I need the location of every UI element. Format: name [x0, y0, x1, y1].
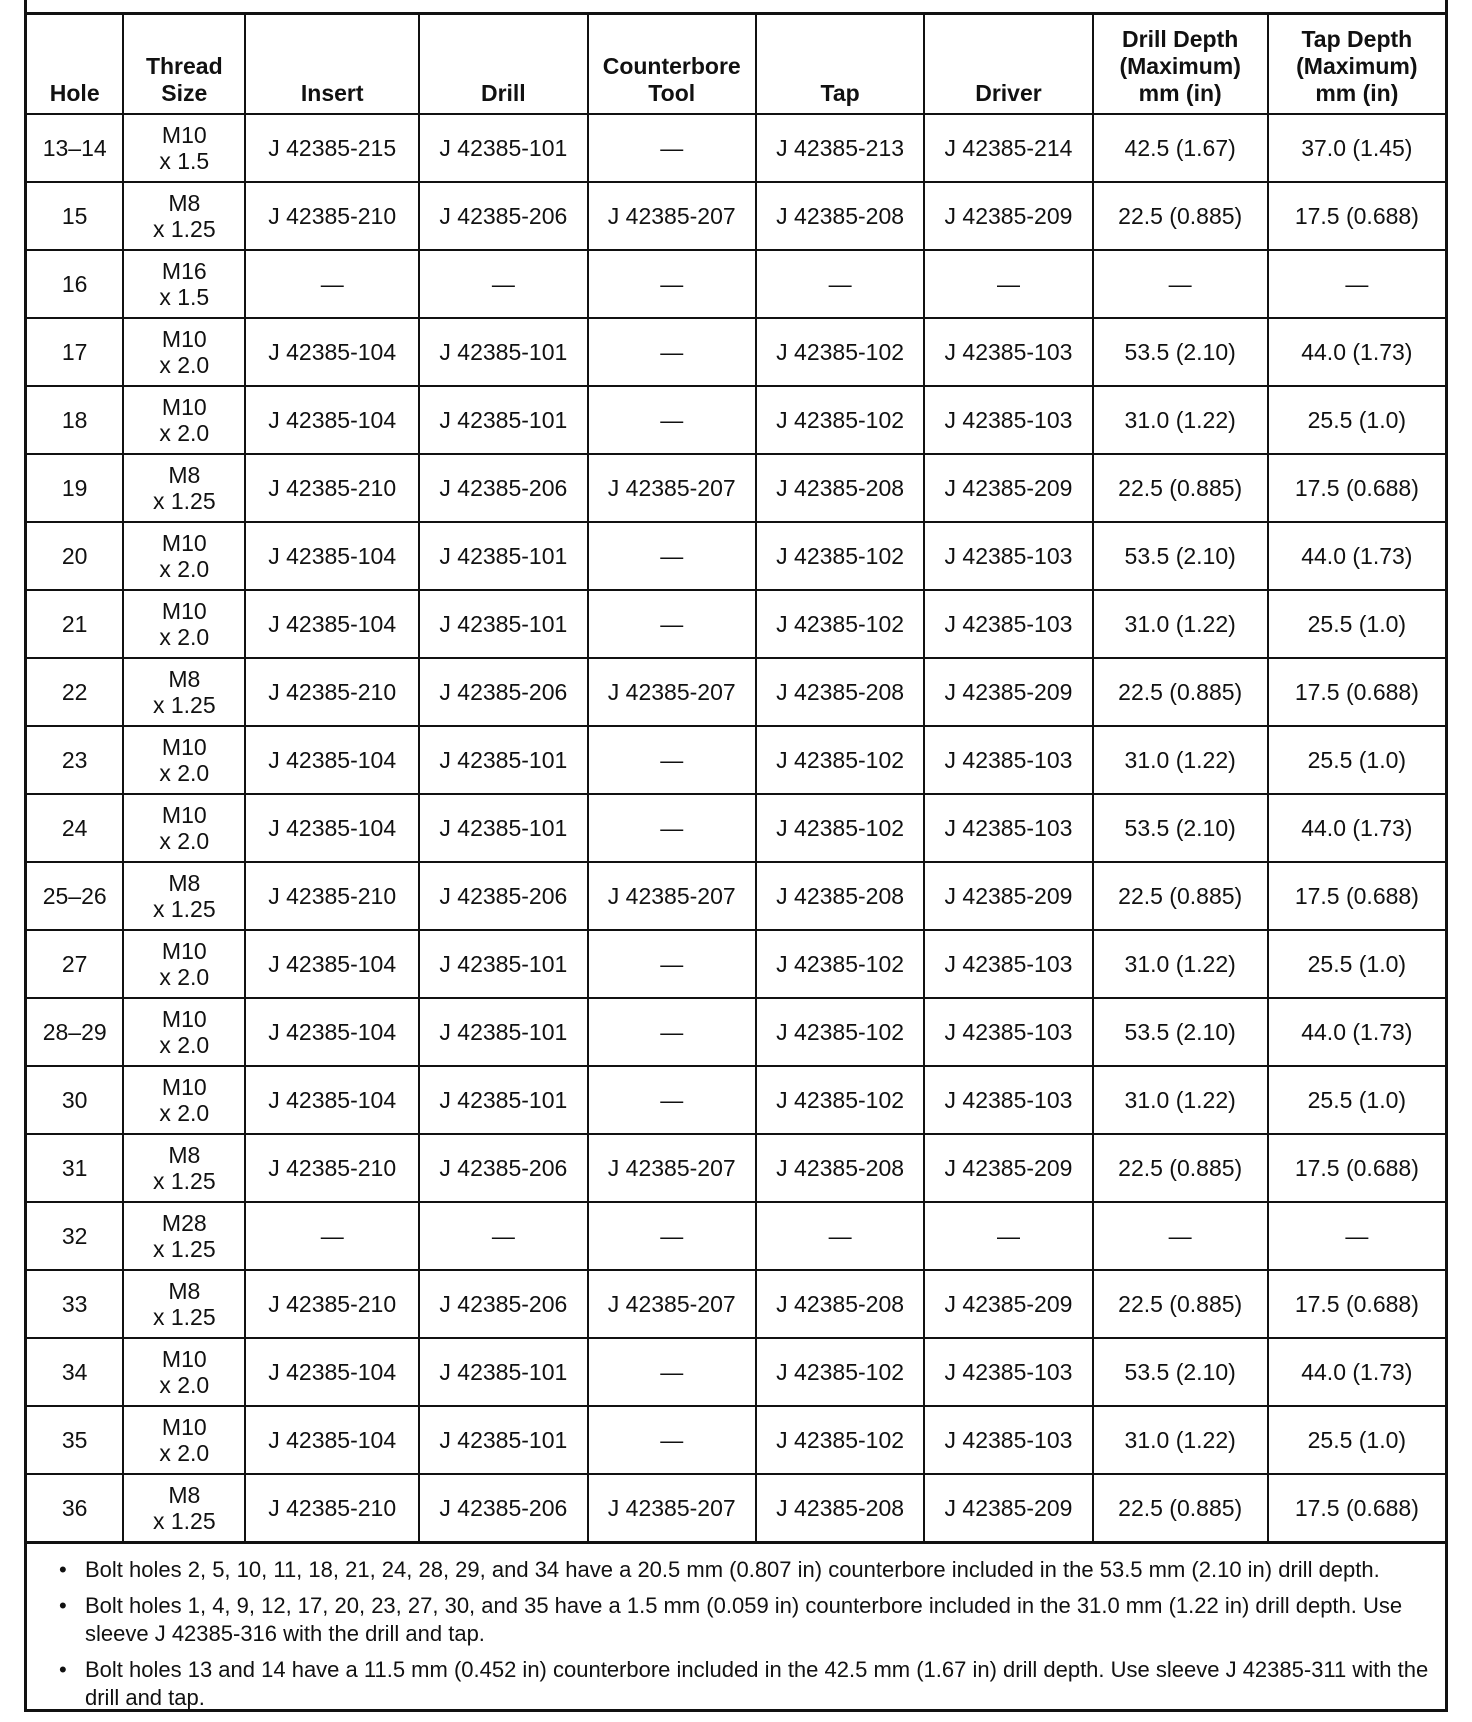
column-header-line: Size: [161, 80, 208, 106]
cell-counterbore: —: [588, 1338, 756, 1406]
cell-tap: J 42385-208: [756, 454, 924, 522]
cell-driver: —: [924, 250, 1092, 318]
cell-drill: J 42385-206: [419, 862, 587, 930]
thread-size-line: M10: [161, 326, 207, 352]
cell-drill-depth: —: [1093, 1202, 1268, 1270]
cell-tap: J 42385-102: [756, 794, 924, 862]
cell-drill-depth: 42.5 (1.67): [1093, 114, 1268, 182]
thread-size-line: M8: [168, 1278, 201, 1304]
table-row: [27, 318, 1445, 386]
cell-drill-depth: —: [1093, 250, 1268, 318]
cell-insert: J 42385-104: [245, 726, 419, 794]
thread-size-line: M10: [161, 1414, 207, 1440]
cell-thread: [123, 658, 245, 726]
thread-size-line: M8: [168, 190, 201, 216]
thread-size-line: M10: [161, 938, 207, 964]
cell-tap: J 42385-208: [756, 658, 924, 726]
cell-hole: 17: [27, 318, 123, 386]
cell-driver: J 42385-103: [924, 1066, 1092, 1134]
table-header-row: [27, 14, 1445, 115]
thread-size-line: M28: [161, 1210, 207, 1236]
cell-thread: [123, 454, 245, 522]
cell-hole: 32: [27, 1202, 123, 1270]
column-header-line: mm (in): [1315, 80, 1399, 106]
cell-driver: J 42385-209: [924, 1270, 1092, 1338]
footnote-text: Bolt holes 2, 5, 10, 11, 18, 21, 24, 28, 29, and 34 have a 20.5 mm (0.807 in) counterbore included in the 53.5 mm (2.10 in) drill depth.: [85, 1557, 1380, 1582]
cell-tap: J 42385-208: [756, 1270, 924, 1338]
cell-tap-depth: 17.5 (0.688): [1268, 1474, 1445, 1543]
cell-driver: J 42385-103: [924, 590, 1092, 658]
cell-drill: J 42385-206: [419, 1270, 587, 1338]
column-header-line: Counterbore: [602, 53, 741, 79]
cell-counterbore: —: [588, 794, 756, 862]
cell-insert: J 42385-210: [245, 1134, 419, 1202]
cell-drill: J 42385-206: [419, 182, 587, 250]
cell-hole: 31: [27, 1134, 123, 1202]
cell-driver: J 42385-209: [924, 658, 1092, 726]
cell-drill: J 42385-101: [419, 386, 587, 454]
cell-tap-depth: 25.5 (1.0): [1268, 1406, 1445, 1474]
cell-drill-depth: 31.0 (1.22): [1093, 386, 1268, 454]
cell-thread: [123, 522, 245, 590]
cell-thread: [123, 998, 245, 1066]
cell-drill-depth: 53.5 (2.10): [1093, 1338, 1268, 1406]
column-header-line: (Maximum): [1296, 53, 1418, 79]
cell-tap-depth: 17.5 (0.688): [1268, 1134, 1445, 1202]
cell-tap-depth: 25.5 (1.0): [1268, 386, 1445, 454]
cell-drill-depth: 53.5 (2.10): [1093, 318, 1268, 386]
thread-size-line: x 2.0: [159, 420, 210, 446]
cell-driver: J 42385-103: [924, 318, 1092, 386]
cell-insert: —: [245, 250, 419, 318]
cell-hole: 20: [27, 522, 123, 590]
cell-driver: J 42385-103: [924, 1338, 1092, 1406]
cell-drill-depth: 53.5 (2.10): [1093, 794, 1268, 862]
cell-drill: J 42385-101: [419, 1406, 587, 1474]
table-row: [27, 1270, 1445, 1338]
cell-drill: J 42385-101: [419, 318, 587, 386]
cell-thread: [123, 250, 245, 318]
thread-size-line: x 1.5: [159, 148, 210, 174]
cell-driver: J 42385-103: [924, 930, 1092, 998]
cell-counterbore: —: [588, 590, 756, 658]
cell-drill: J 42385-101: [419, 794, 587, 862]
cell-hole: 23: [27, 726, 123, 794]
cell-tap: J 42385-102: [756, 590, 924, 658]
cell-counterbore: J 42385-207: [588, 862, 756, 930]
cell-thread: [123, 794, 245, 862]
cell-driver: J 42385-103: [924, 794, 1092, 862]
table-row: [27, 1134, 1445, 1202]
cell-thread: [123, 386, 245, 454]
table-row: [27, 930, 1445, 998]
cell-counterbore: J 42385-207: [588, 1134, 756, 1202]
cell-insert: J 42385-210: [245, 1474, 419, 1543]
footnote-text: Bolt holes 13 and 14 have a 11.5 mm (0.452 in) counterbore included in the 42.5 mm (1.67 in) drill depth. Use sleeve J 42385-311 with the drill and tap.: [85, 1657, 1429, 1710]
column-header-hole: [27, 14, 123, 115]
thread-size-line: x 2.0: [159, 556, 210, 582]
column-header-line: Thread: [145, 53, 223, 79]
table-row: [27, 522, 1445, 590]
cell-tap: J 42385-208: [756, 182, 924, 250]
cell-drill: —: [419, 250, 587, 318]
cell-drill: J 42385-101: [419, 1066, 587, 1134]
table-row: [27, 386, 1445, 454]
cell-thread: [123, 726, 245, 794]
cell-insert: J 42385-210: [245, 182, 419, 250]
table-row: [27, 658, 1445, 726]
cell-drill-depth: 31.0 (1.22): [1093, 1066, 1268, 1134]
table-row: [27, 454, 1445, 522]
cell-tap-depth: 17.5 (0.688): [1268, 658, 1445, 726]
table-row: [27, 590, 1445, 658]
column-header-driver: [924, 14, 1092, 115]
cell-insert: J 42385-210: [245, 658, 419, 726]
cell-drill: J 42385-101: [419, 522, 587, 590]
footnote-text: Bolt holes 1, 4, 9, 12, 17, 20, 23, 27, 30, and 35 have a 1.5 mm (0.059 in) counterbore included in the 31.0 mm (1.22 in) drill depth. Use sleeve J 42385-316 with the drill and tap.: [85, 1593, 1403, 1646]
cell-thread: [123, 1066, 245, 1134]
cell-insert: J 42385-104: [245, 590, 419, 658]
cell-counterbore: —: [588, 114, 756, 182]
cell-drill: J 42385-101: [419, 726, 587, 794]
cell-thread: [123, 1406, 245, 1474]
cell-counterbore: —: [588, 522, 756, 590]
cell-driver: J 42385-209: [924, 862, 1092, 930]
table-row: [27, 862, 1445, 930]
cell-hole: 19: [27, 454, 123, 522]
cell-counterbore: J 42385-207: [588, 658, 756, 726]
cell-counterbore: —: [588, 318, 756, 386]
cell-tap-depth: 25.5 (1.0): [1268, 726, 1445, 794]
thread-size-line: x 2.0: [159, 964, 210, 990]
cell-counterbore: —: [588, 930, 756, 998]
cell-tap-depth: 17.5 (0.688): [1268, 454, 1445, 522]
thread-size-line: x 1.5: [159, 284, 210, 310]
cell-drill: J 42385-101: [419, 998, 587, 1066]
cell-hole: 33: [27, 1270, 123, 1338]
cell-tap-depth: —: [1268, 250, 1445, 318]
cell-driver: J 42385-214: [924, 114, 1092, 182]
table-row: [27, 250, 1445, 318]
cell-insert: J 42385-104: [245, 522, 419, 590]
cell-tap-depth: 44.0 (1.73): [1268, 1338, 1445, 1406]
column-header-line: Tap Depth: [1301, 26, 1413, 52]
thread-size-line: x 2.0: [159, 1440, 210, 1466]
cell-hole: 22: [27, 658, 123, 726]
thread-size-line: M10: [161, 598, 207, 624]
cell-hole: 21: [27, 590, 123, 658]
thread-size-line: M10: [161, 802, 207, 828]
footnotes: [27, 1544, 1445, 1712]
cell-thread: [123, 1202, 245, 1270]
cell-drill-depth: 22.5 (0.885): [1093, 862, 1268, 930]
column-header-counterbore: [588, 14, 756, 115]
cell-counterbore: J 42385-207: [588, 1270, 756, 1338]
column-header-drill-depth: [1093, 14, 1268, 115]
table-row: [27, 1066, 1445, 1134]
cell-thread: [123, 1338, 245, 1406]
cell-tap-depth: 25.5 (1.0): [1268, 1066, 1445, 1134]
cell-hole: 36: [27, 1474, 123, 1543]
column-header-insert: [245, 14, 419, 115]
thread-size-line: x 1.25: [152, 1508, 216, 1534]
cell-tap: J 42385-208: [756, 862, 924, 930]
table-row: [27, 794, 1445, 862]
cell-insert: J 42385-104: [245, 1066, 419, 1134]
cell-tap: J 42385-102: [756, 318, 924, 386]
cell-driver: J 42385-209: [924, 1474, 1092, 1543]
column-header-tap-depth: [1268, 14, 1445, 115]
cell-tap-depth: 44.0 (1.73): [1268, 522, 1445, 590]
cell-insert: J 42385-215: [245, 114, 419, 182]
thread-size-line: M8: [168, 1142, 201, 1168]
cell-hole: 28–29: [27, 998, 123, 1066]
cell-tap-depth: 25.5 (1.0): [1268, 930, 1445, 998]
thread-size-line: M10: [161, 530, 207, 556]
cell-driver: —: [924, 1202, 1092, 1270]
cell-insert: J 42385-104: [245, 386, 419, 454]
column-header-line: Tap: [820, 80, 860, 106]
cell-hole: 24: [27, 794, 123, 862]
cell-tap-depth: 17.5 (0.688): [1268, 1270, 1445, 1338]
thread-size-line: M10: [161, 1074, 207, 1100]
footnote-item: [59, 1556, 1431, 1584]
cell-tap-depth: 17.5 (0.688): [1268, 862, 1445, 930]
cell-insert: J 42385-104: [245, 1406, 419, 1474]
tool-specification-table: [27, 12, 1445, 1544]
thread-size-line: x 2.0: [159, 624, 210, 650]
cell-drill-depth: 22.5 (0.885): [1093, 1270, 1268, 1338]
cell-drill: J 42385-101: [419, 930, 587, 998]
column-header-tap: [756, 14, 924, 115]
cell-tap-depth: —: [1268, 1202, 1445, 1270]
bullet-icon: •: [59, 1557, 67, 1582]
cell-driver: J 42385-103: [924, 726, 1092, 794]
thread-size-line: x 1.25: [152, 216, 216, 242]
table-body: [27, 114, 1445, 1543]
cell-drill: J 42385-206: [419, 1134, 587, 1202]
cell-counterbore: —: [588, 386, 756, 454]
thread-size-line: x 1.25: [152, 896, 216, 922]
thread-size-line: x 2.0: [159, 1372, 210, 1398]
footnote-item: [59, 1592, 1431, 1648]
column-header-line: (Maximum): [1119, 53, 1241, 79]
thread-size-line: x 1.25: [152, 1304, 216, 1330]
thread-size-line: M16: [161, 258, 207, 284]
cell-hole: 15: [27, 182, 123, 250]
cell-tap-depth: 44.0 (1.73): [1268, 998, 1445, 1066]
cell-tap-depth: 25.5 (1.0): [1268, 590, 1445, 658]
cell-thread: [123, 318, 245, 386]
column-header-line: Tool: [648, 80, 696, 106]
cell-drill-depth: 53.5 (2.10): [1093, 998, 1268, 1066]
thread-size-line: M10: [161, 394, 207, 420]
thread-size-line: x 2.0: [159, 828, 210, 854]
table-row: [27, 726, 1445, 794]
table-row: [27, 998, 1445, 1066]
table-row: [27, 1202, 1445, 1270]
cell-hole: 25–26: [27, 862, 123, 930]
column-header-line: Insert: [300, 80, 364, 106]
cell-counterbore: —: [588, 1406, 756, 1474]
cell-insert: J 42385-104: [245, 1338, 419, 1406]
cell-hole: 35: [27, 1406, 123, 1474]
cell-driver: J 42385-103: [924, 386, 1092, 454]
cell-insert: J 42385-104: [245, 998, 419, 1066]
cell-thread: [123, 590, 245, 658]
cell-tap-depth: 44.0 (1.73): [1268, 794, 1445, 862]
cell-counterbore: —: [588, 1066, 756, 1134]
cell-insert: J 42385-210: [245, 1270, 419, 1338]
cell-counterbore: —: [588, 250, 756, 318]
cell-tap: J 42385-102: [756, 386, 924, 454]
cell-drill: J 42385-206: [419, 1474, 587, 1543]
cell-tap: J 42385-102: [756, 726, 924, 794]
cell-insert: —: [245, 1202, 419, 1270]
cell-tap: J 42385-102: [756, 1406, 924, 1474]
cell-hole: 13–14: [27, 114, 123, 182]
cell-insert: J 42385-104: [245, 794, 419, 862]
column-header-line: Drill: [480, 80, 526, 106]
thread-size-line: M10: [161, 122, 207, 148]
cell-tap: —: [756, 250, 924, 318]
cell-driver: J 42385-209: [924, 454, 1092, 522]
cell-tap-depth: 17.5 (0.688): [1268, 182, 1445, 250]
cell-drill: J 42385-206: [419, 454, 587, 522]
cell-counterbore: J 42385-207: [588, 1474, 756, 1543]
thread-size-line: x 1.25: [152, 1168, 216, 1194]
cell-tap: J 42385-213: [756, 114, 924, 182]
thread-size-line: x 2.0: [159, 352, 210, 378]
thread-size-line: M8: [168, 1482, 201, 1508]
cell-driver: J 42385-103: [924, 522, 1092, 590]
cell-driver: J 42385-103: [924, 1406, 1092, 1474]
cell-driver: J 42385-103: [924, 998, 1092, 1066]
cell-hole: 16: [27, 250, 123, 318]
thread-size-line: x 2.0: [159, 760, 210, 786]
table-row: [27, 182, 1445, 250]
cell-drill: —: [419, 1202, 587, 1270]
thread-size-line: x 1.25: [152, 692, 216, 718]
cell-counterbore: J 42385-207: [588, 182, 756, 250]
table-row: [27, 1474, 1445, 1543]
cell-drill-depth: 22.5 (0.885): [1093, 1474, 1268, 1543]
cell-drill-depth: 22.5 (0.885): [1093, 658, 1268, 726]
cell-drill: J 42385-101: [419, 114, 587, 182]
column-header-line: mm (in): [1138, 80, 1222, 106]
thread-size-line: x 1.25: [152, 1236, 216, 1262]
thread-size-line: M10: [161, 734, 207, 760]
cell-counterbore: —: [588, 1202, 756, 1270]
cell-driver: J 42385-209: [924, 182, 1092, 250]
cell-thread: [123, 1270, 245, 1338]
cell-insert: J 42385-104: [245, 930, 419, 998]
cell-tap-depth: 37.0 (1.45): [1268, 114, 1445, 182]
cell-drill-depth: 53.5 (2.10): [1093, 522, 1268, 590]
cell-drill: J 42385-101: [419, 590, 587, 658]
cell-counterbore: —: [588, 998, 756, 1066]
cell-drill-depth: 22.5 (0.885): [1093, 182, 1268, 250]
cell-hole: 34: [27, 1338, 123, 1406]
cell-tap: J 42385-102: [756, 998, 924, 1066]
cell-tap: J 42385-102: [756, 1338, 924, 1406]
cell-drill-depth: 22.5 (0.885): [1093, 1134, 1268, 1202]
column-header-thread: [123, 14, 245, 115]
cell-thread: [123, 930, 245, 998]
cell-thread: [123, 1474, 245, 1543]
column-header-line: Driver: [975, 80, 1042, 106]
thread-size-line: x 2.0: [159, 1100, 210, 1126]
cell-counterbore: —: [588, 726, 756, 794]
column-header-line: Drill Depth: [1122, 26, 1239, 52]
cell-tap: —: [756, 1202, 924, 1270]
cell-thread: [123, 862, 245, 930]
cell-counterbore: J 42385-207: [588, 454, 756, 522]
cell-drill-depth: 31.0 (1.22): [1093, 1406, 1268, 1474]
cell-thread: [123, 182, 245, 250]
cell-tap: J 42385-102: [756, 1066, 924, 1134]
cell-drill-depth: 31.0 (1.22): [1093, 590, 1268, 658]
cell-tap: J 42385-102: [756, 930, 924, 998]
thread-size-line: M8: [168, 870, 201, 896]
cell-tap: J 42385-102: [756, 522, 924, 590]
cell-hole: 18: [27, 386, 123, 454]
cell-drill-depth: 31.0 (1.22): [1093, 930, 1268, 998]
bullet-icon: •: [59, 1657, 67, 1682]
thread-size-line: M10: [161, 1346, 207, 1372]
cell-drill: J 42385-206: [419, 658, 587, 726]
tool-specification-sheet: [24, 0, 1448, 1712]
cell-driver: J 42385-209: [924, 1134, 1092, 1202]
cell-insert: J 42385-210: [245, 862, 419, 930]
cell-drill-depth: 22.5 (0.885): [1093, 454, 1268, 522]
table-row: [27, 1406, 1445, 1474]
cell-insert: J 42385-104: [245, 318, 419, 386]
footnote-item: [59, 1656, 1431, 1712]
thread-size-line: M10: [161, 1006, 207, 1032]
cell-thread: [123, 114, 245, 182]
column-header-line: Hole: [49, 80, 100, 106]
thread-size-line: M8: [168, 666, 201, 692]
table-row: [27, 1338, 1445, 1406]
thread-size-line: x 2.0: [159, 1032, 210, 1058]
cell-hole: 30: [27, 1066, 123, 1134]
bullet-icon: •: [59, 1593, 67, 1618]
cell-tap: J 42385-208: [756, 1134, 924, 1202]
cell-tap: J 42385-208: [756, 1474, 924, 1543]
thread-size-line: x 1.25: [152, 488, 216, 514]
cell-tap-depth: 44.0 (1.73): [1268, 318, 1445, 386]
cell-drill-depth: 31.0 (1.22): [1093, 726, 1268, 794]
table-row: [27, 114, 1445, 182]
cell-thread: [123, 1134, 245, 1202]
column-header-drill: [419, 14, 587, 115]
thread-size-line: M8: [168, 462, 201, 488]
cell-insert: J 42385-210: [245, 454, 419, 522]
cell-hole: 27: [27, 930, 123, 998]
cell-drill: J 42385-101: [419, 1338, 587, 1406]
